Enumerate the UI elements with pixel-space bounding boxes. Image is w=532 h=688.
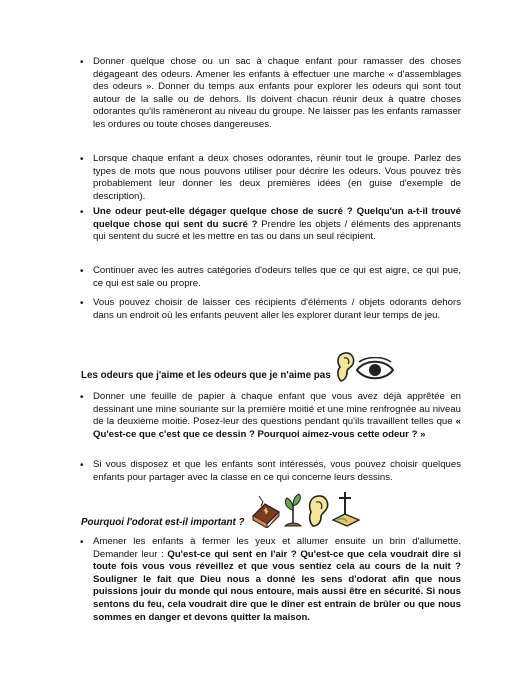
list1-item-4 <box>93 265 461 290</box>
bold-text: Qu'est-ce qui sent en l'air ? Qu'est-ce que cela voudrait dire si toute fois vous vous réveillez et que vous sentiez cela au cours de la nuit ? Souligner le fait que Dieu nous a donné les sens d'odorat afin que nous puissions jouir du monde qui nous entoure, mais aussi être en sécurité. Si nous sentons du feu, cela voudrait dire que le dîner est entrain de brûler ou que nous sommes en danger et devons quitter la maison. <box>93 548 462 623</box>
text: Continuer avec les autres catégories d'odeurs telles que ce qui est aigre, ce qui pue, ce qui est sale ou propre. <box>93 265 461 289</box>
bullet: • <box>80 57 84 68</box>
list2-item-1 <box>93 391 461 441</box>
ear-icon <box>307 494 331 530</box>
bullet: • <box>80 266 84 277</box>
bullet: • <box>80 154 84 165</box>
text: Vous pouvez choisir de laisser ces récipients d'éléments / objets odorants dehors dans un endroit où les enfants peuvent aller les explorer durant leur temps de jeu. <box>93 297 461 321</box>
list1-item-5 <box>93 297 461 322</box>
bible-icon <box>251 492 281 528</box>
text: Prendre les objets / éléments des apprenants qui sentent du sucré et les mettre en tas ou dans un seul récipient. <box>93 218 461 243</box>
bold-text: Une odeur peut-elle dégager quelque chose de sucré ? Quelqu'un a-t-il trouvé quelque chose qui sent du sucré ? <box>93 206 461 230</box>
text: Amener les enfants à fermer les yeux et allumer ensuite un brin d'allumette. Demander leur : <box>93 536 461 560</box>
section-heading-importance: Pourquoi l'odorat est-il important ? <box>81 517 245 528</box>
list1-item-3 <box>93 206 461 244</box>
list1-item-2 <box>93 153 461 203</box>
bullet: • <box>80 392 84 403</box>
text: Donner quelque chose ou un sac à chaque enfant pour ramasser des choses dégageant des odeurs. Amener les enfants à effectuer une marche « d'assemblages des odeurs ». Donner du temps aux enfants pour explorer les odeurs qui sont tout autour de la salle ou de dehors. Ils doivent chacun réunir deux à quatre choses odorantes qu'ils ramèneront au niveau du groupe. Ne laisser pas les enfants ramasser les ordures ou toute choses dangereuses. <box>93 56 461 130</box>
plant-icon <box>281 492 305 528</box>
list2-item-2 <box>93 459 461 484</box>
list3-item-1 <box>93 536 461 624</box>
text: Si vous disposez et que les enfants sont intéressés, vous pouvez choisir quelques enfants pour partager avec la classe en ce qui concerne leurs dessins. <box>93 459 461 483</box>
list1-item-1 <box>93 56 461 132</box>
eye-icon <box>355 357 395 383</box>
bold-text: « Qu'est-ce que c'est que ce dessin ? Pourquoi aimez-vous cette odeur ? » <box>93 416 461 440</box>
text: Lorsque chaque enfant a deux choses odorantes, réunir tout le groupe. Parlez des types de mots que nous pouvons utiliser pour décrire les odeurs. Vous pouvez très probablement leur donner les deux premières idées (en guise d'exemple de description). <box>93 153 461 202</box>
text: Donner une feuille de papier à chaque enfant que vous avez déjà apprêtée en dessinant une mine souriante sur la première moitié et une mine renfrognée au niveau de la deuxième moitié. Posez-leur des questions pendant qu'ils travaillent telles que <box>93 391 461 428</box>
bullet: • <box>80 298 84 309</box>
bullet: • <box>80 207 84 218</box>
bullet: • <box>80 460 84 471</box>
section-heading-likes: Les odeurs que j'aime et les odeurs que je n'aime pas <box>81 370 331 381</box>
cross-book-icon <box>331 490 361 528</box>
bullet: • <box>80 537 84 548</box>
